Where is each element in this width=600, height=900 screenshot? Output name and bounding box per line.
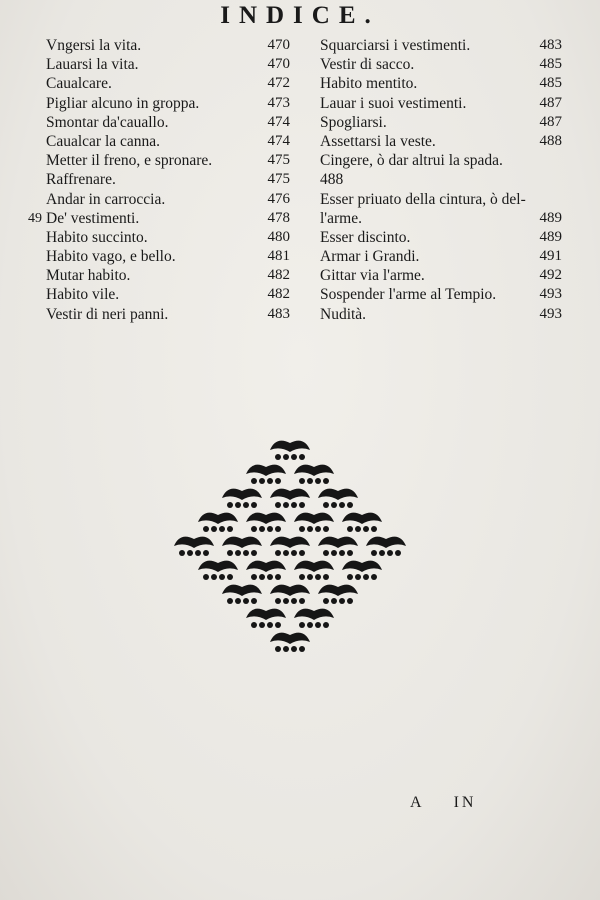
- entry-label: Caualcar la canna.: [46, 132, 161, 150]
- index-entry: [316, 305, 562, 324]
- fleuron-icon: [270, 585, 310, 604]
- printers-ornament: [170, 432, 410, 660]
- index-entry: [316, 55, 562, 74]
- index-entry: [42, 132, 290, 151]
- index-entry: [42, 228, 290, 247]
- fleuron-icon: [342, 513, 382, 532]
- index-entry: [42, 190, 290, 209]
- index-entry: [316, 228, 562, 247]
- entry-page-number: 472: [267, 75, 290, 92]
- entry-label: Habito mentito.: [320, 75, 418, 93]
- entry-page-number: 483: [539, 37, 562, 53]
- index-entry: [42, 74, 290, 93]
- entry-label: Pigliar alcuno in groppa.: [46, 94, 200, 112]
- entry-page-number: 482: [267, 267, 290, 284]
- fleuron-icon: [270, 537, 310, 556]
- fleuron-icon: [174, 537, 214, 556]
- index-entry: [316, 36, 562, 55]
- fleuron-icon: [222, 489, 262, 508]
- entry-label: Vestir di neri panni.: [46, 305, 169, 323]
- entry-page-number: 488: [539, 132, 562, 149]
- entry-page-number: 487: [539, 94, 562, 111]
- entry-label: Cingere, ò dar altrui la spada.: [320, 152, 503, 170]
- entry-label: Sospender l'arme al Tempio.: [320, 286, 497, 304]
- fleuron-icon: [222, 585, 262, 604]
- entry-page-number: 492: [539, 267, 562, 284]
- entry-label: Smontar da'cauallo.: [46, 113, 169, 131]
- entry-label: Mutar habito.: [46, 267, 131, 285]
- fleuron-icon: [318, 585, 358, 604]
- index-entry: [42, 170, 290, 189]
- index-column-left: [28, 36, 290, 324]
- index-entry: [28, 209, 290, 228]
- entry-label: Assettarsi la veste.: [320, 132, 436, 150]
- fleuron-icon: [198, 513, 238, 532]
- entry-page-number: 482: [267, 286, 290, 303]
- index-entry: [42, 285, 290, 304]
- index-entry: [316, 285, 562, 304]
- entry-label: Vestir di sacco.: [320, 56, 415, 74]
- fleuron-icon: [318, 537, 358, 556]
- entry-label: Raffrenare.: [46, 171, 116, 189]
- entry-page-number: 491: [539, 248, 562, 265]
- fleuron-icon: [270, 489, 310, 508]
- index-entry: [42, 55, 290, 74]
- entry-page-number: 493: [539, 305, 562, 322]
- entry-page-number: 475: [267, 152, 290, 169]
- signature-mark: A: [410, 794, 425, 811]
- entry-page-number: 478: [267, 209, 290, 226]
- entry-page-number: 470: [267, 56, 290, 73]
- index-entry: [42, 151, 290, 170]
- fleuron-icon: [366, 537, 406, 556]
- index-entry: [316, 266, 562, 285]
- entry-page-number: 475: [267, 171, 290, 188]
- entry-label: Nudità.: [320, 305, 367, 323]
- index-entry: [316, 190, 562, 209]
- entry-label: Gittar via l'arme.: [320, 267, 425, 285]
- index-entry: [42, 247, 290, 266]
- index-column-right: [316, 36, 562, 324]
- page-title: INDICE.: [220, 2, 380, 29]
- entry-page-number: 473: [267, 94, 290, 111]
- catchword: IN: [453, 794, 477, 811]
- fleuron-icon: [294, 465, 334, 484]
- entry-label: Squarciarsi i vestimenti.: [320, 37, 471, 54]
- fleuron-icon: [246, 513, 286, 532]
- index-entry: [316, 94, 562, 113]
- index-entry: [42, 305, 290, 324]
- entry-label: De' vestimenti.: [46, 209, 140, 227]
- entry-page-number: 480: [267, 228, 290, 245]
- index-entry: [316, 132, 562, 151]
- fleuron-icon: [294, 513, 334, 532]
- entry-label: Vngersi la vita.: [46, 37, 142, 54]
- entry-page-number: 474: [267, 113, 290, 130]
- entry-page-number: 489: [539, 209, 562, 226]
- entry-label: Metter il freno, e spronare.: [46, 152, 213, 170]
- fleuron-icon: [222, 537, 262, 556]
- entry-page-number: 476: [267, 190, 290, 207]
- entry-page-number: 487: [539, 113, 562, 130]
- entry-page-number: 493: [539, 286, 562, 303]
- entry-label: Lauar i suoi vestimenti.: [320, 94, 467, 112]
- fleuron-icon: [246, 465, 286, 484]
- margin-number: 49: [28, 210, 42, 226]
- fleuron-icon: [270, 633, 310, 652]
- index-entry: [316, 170, 562, 189]
- entry-page-number: 485: [539, 56, 562, 73]
- index-entry: [42, 113, 290, 132]
- entry-label: Caualcare.: [46, 75, 112, 93]
- page-footer: [410, 794, 498, 812]
- entry-label: Habito vile.: [46, 286, 120, 304]
- fleuron-icon: [294, 609, 334, 628]
- entry-page-number: 483: [267, 305, 290, 322]
- entry-label: l'arme.: [320, 209, 362, 227]
- fleuron-icon: [246, 561, 286, 580]
- fleuron-icon: [198, 561, 238, 580]
- index-entry: [42, 94, 290, 113]
- entry-page-number: 474: [267, 132, 290, 149]
- fleuron-icon: [318, 489, 358, 508]
- entry-label: Habito succinto.: [46, 228, 148, 246]
- entry-label: Esser priuato della cintura, ò del-: [320, 190, 526, 208]
- index-entry: [42, 36, 290, 55]
- entry-label: Spogliarsi.: [320, 113, 387, 131]
- entry-label: 488: [320, 171, 344, 189]
- fleuron-icon: [246, 609, 286, 628]
- entry-page-number: 485: [539, 75, 562, 92]
- index-entry: [42, 266, 290, 285]
- entry-label: Armar i Grandi.: [320, 248, 420, 266]
- fleuron-icon: [294, 561, 334, 580]
- fleuron-icon: [270, 441, 310, 460]
- entry-page-number: 481: [267, 248, 290, 265]
- entry-page-number: 489: [539, 228, 562, 245]
- entry-label: Lauarsi la vita.: [46, 56, 139, 74]
- entry-page-number: 470: [267, 37, 290, 53]
- index-entry: [316, 247, 562, 266]
- index-entry: [316, 151, 562, 170]
- entry-label: Habito vago, e bello.: [46, 248, 176, 266]
- fleuron-icon: [342, 561, 382, 580]
- index-entry: [316, 113, 562, 132]
- index-entry: [316, 74, 562, 93]
- index-entry: [316, 209, 562, 228]
- entry-label: Esser discinto.: [320, 228, 411, 246]
- entry-label: Andar in carroccia.: [46, 190, 166, 208]
